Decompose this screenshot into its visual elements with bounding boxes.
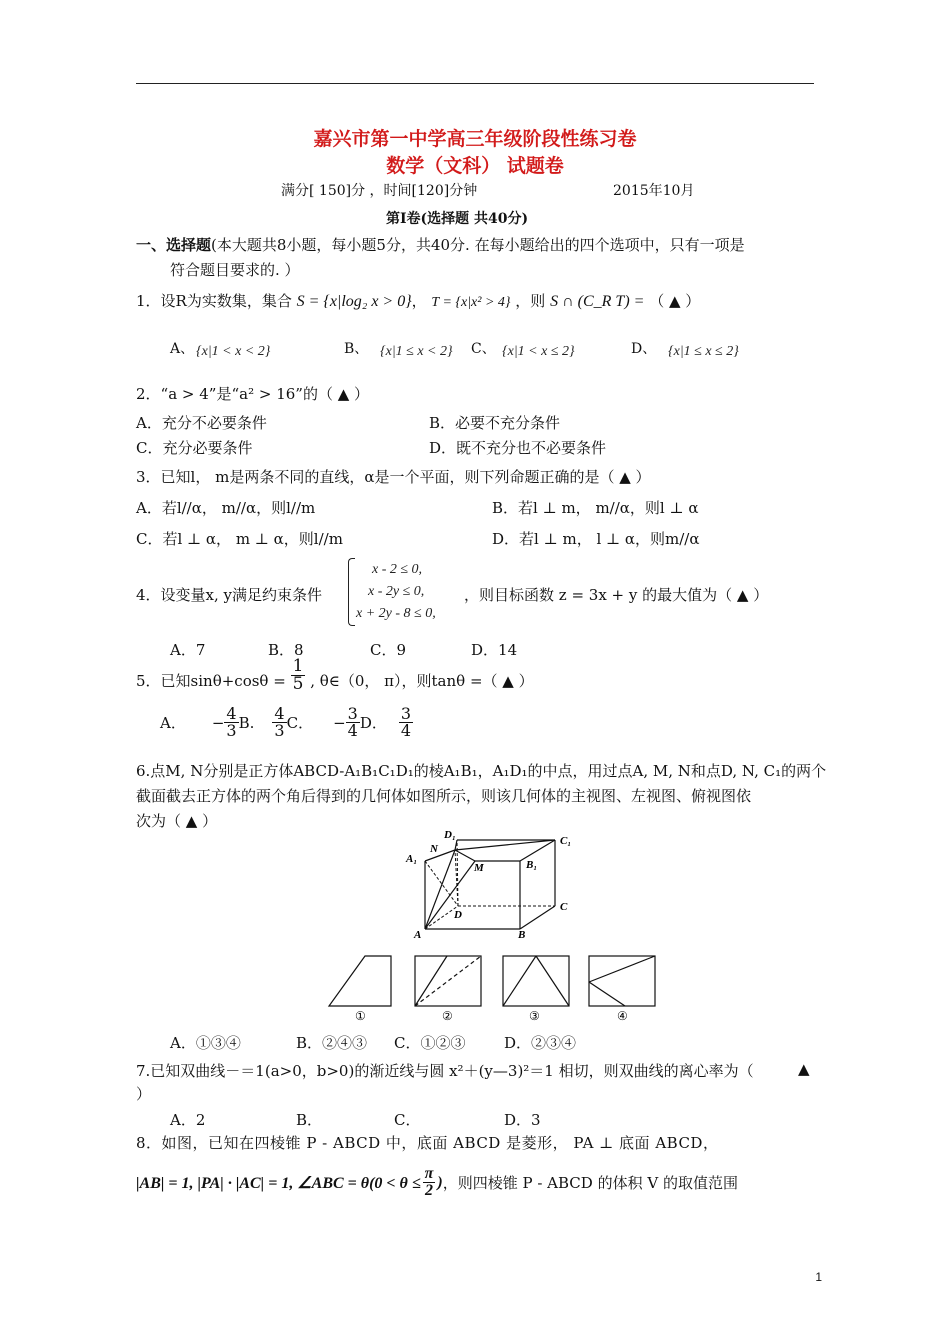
- q1-opt-a: {x|1 < x < 2}: [196, 344, 271, 359]
- exam-subtitle: 数学（文科） 试题卷: [386, 155, 564, 177]
- q1-opt-b: {x|1 ≤ x < 2}: [380, 344, 453, 359]
- q4-opt-c: C．9: [370, 641, 407, 659]
- q7-opt-b: B．: [296, 1111, 323, 1129]
- q1-opt-d-label: D、: [631, 341, 657, 357]
- q5-opt-c: [346, 706, 360, 739]
- part-heading: 第Ⅰ卷(选择题 共40分): [386, 211, 529, 227]
- q5-opt-b-num: 4: [274, 704, 285, 723]
- q6-opt-c: C．①②③: [394, 1034, 466, 1052]
- q5-opt-a-den: 3: [226, 721, 237, 740]
- q2-opt-c: C．充分必要条件: [136, 439, 253, 457]
- q6-opt-a: A．①③④: [170, 1034, 241, 1052]
- q1-stem: 1．设R为实数集，集合: [136, 292, 292, 310]
- q1-opt-d: {x|1 ≤ x ≤ 2}: [668, 344, 739, 359]
- question-8-line-2: [136, 1166, 738, 1199]
- q3-opt-c: C．若l ⊥ α， m ⊥ α，则l//m: [136, 530, 343, 548]
- exam-title: 嘉兴市第一中学高三年级阶段性练习卷: [313, 128, 637, 150]
- label-m: M: [474, 862, 484, 874]
- exam-info: 满分[ 150]分 ，时间[120]分钟: [281, 183, 478, 199]
- label-d1: D₁: [444, 829, 456, 841]
- question-8-line-1: 8．如图，已知在四棱锥 P - ABCD 中，底面 ABCD 是菱形， PA ⊥ 底面 ABCD，: [136, 1134, 719, 1152]
- q5-opt-b: [272, 706, 286, 739]
- q1-opt-a-label: A、: [170, 341, 195, 357]
- q8-tail: ，则四棱锥 P - ABCD 的体积 V 的取值范围: [442, 1174, 738, 1192]
- q5-stem-2: , θ∈（0， π），则tanθ =（ ▲ ）: [310, 672, 534, 690]
- q5-opt-b-den: 3: [274, 721, 285, 740]
- q4-constraint-3: x + 2y - 8 ≤ 0,: [356, 606, 436, 621]
- q1-opt-b-label: B、: [344, 341, 369, 357]
- q7-opt-a: A．2: [170, 1111, 206, 1129]
- q5-stem-1: 5．已知sinθ+cosθ =: [136, 672, 286, 690]
- q4-opt-b: B．8: [268, 641, 304, 659]
- view-4-label: ④: [617, 1009, 628, 1023]
- q3-opt-d: D．若l ⊥ m， l ⊥ α，则m//α: [492, 530, 700, 548]
- top-rule: [136, 83, 814, 84]
- q5-num: 1: [292, 655, 304, 676]
- question-4-stem: 4．设变量x, y满足约束条件: [136, 586, 323, 604]
- q2-opt-b: B．必要不充分条件: [429, 414, 561, 432]
- q1-blank: （ ▲ ）: [649, 292, 701, 310]
- q3-opt-a: A．若l//α， m//α，则l//m: [136, 499, 316, 517]
- q1-then: ，则: [515, 292, 546, 310]
- solid-figure: [400, 826, 580, 940]
- label-b: B: [518, 929, 526, 940]
- q6-opt-b: B．②④③: [296, 1034, 368, 1052]
- label-a: A: [414, 929, 422, 940]
- q8-pi-over-2: [423, 1166, 436, 1199]
- q5-den: 5: [292, 673, 304, 694]
- q4-opt-d: D．14: [471, 641, 518, 659]
- q5-fraction: [291, 655, 306, 694]
- q1-opt-c: {x|1 < x ≤ 2}: [502, 344, 575, 359]
- q4-constraint-1: x - 2 ≤ 0,: [372, 562, 423, 577]
- q7-close: ）: [136, 1085, 152, 1103]
- constraint-brace: [348, 558, 355, 626]
- q5-opt-d-den: 4: [400, 721, 412, 740]
- q5-opt-a: [224, 706, 238, 739]
- exam-date: 2015年10月: [613, 183, 695, 199]
- q4-tail: ，则目标函数 z = 3x + y 的最大值为（ ▲ ）: [464, 586, 769, 604]
- question-6-line-1: 6.点M, N分别是正方体ABCD-A₁B₁C₁D₁的棱A₁B₁，A₁D₁的中点，用过点A, M, N和点D, N, C₁的两个: [136, 762, 827, 780]
- q2-opt-d: D．既不充分也不必要条件: [429, 439, 607, 457]
- q5-opt-b-label: B.: [238, 713, 255, 732]
- q5-opt-a-label: A．: [160, 714, 186, 732]
- q5-opt-d-label: D．: [359, 714, 387, 732]
- q3-opt-b: B．若l ⊥ m， m//α，则l ⊥ α: [492, 499, 699, 517]
- q5-opt-c-sign: −: [333, 713, 346, 732]
- question-2: 2．“a > 4”是“a² > 16”的（ ▲ ）: [136, 385, 370, 403]
- label-c: C: [560, 901, 568, 913]
- page-number: 1: [815, 1270, 822, 1284]
- section-desc-2: 符合题目要求的. ）: [170, 261, 300, 279]
- view-1-label: ①: [355, 1009, 366, 1023]
- view-3-label: ③: [529, 1009, 540, 1023]
- label-n: N: [430, 843, 438, 855]
- question-6-line-3: 次为（ ▲ ）: [136, 812, 218, 830]
- q8-condition: |AB| = 1, |PA| · |AC| = 1, ∠ABC = θ(0 < θ ≤: [136, 1174, 421, 1192]
- question-1: 1．设R为实数集，集合 S = {x|log₂ x > 0}， T = {x|x² > 4} ，则 S ∩ (C_R T) = （ ▲ ）: [136, 292, 701, 310]
- q1-set-t: T = {x|x² > 4}: [431, 295, 511, 310]
- label-a1: A₁: [406, 853, 418, 865]
- label-d: D: [454, 909, 462, 921]
- q5-opt-c-label: C．: [286, 714, 314, 732]
- view-2-label: ②: [442, 1009, 453, 1023]
- q5-opt-c-num: 3: [347, 704, 358, 723]
- q5-opt-a-sign: −: [211, 713, 225, 732]
- section-desc: (本大题共8小题，每小题5分，共40分. 在每小题给出的四个选项中，只有一项是: [211, 236, 745, 254]
- three-views-figure: [325, 952, 665, 1024]
- q8-two: 2: [425, 1182, 433, 1199]
- q1-opt-c-label: C、: [471, 341, 496, 357]
- q7-opt-c: C．: [394, 1111, 421, 1129]
- question-3: 3．已知l， m是两条不同的直线，α是一个平面，则下列命题正确的是（ ▲ ）: [136, 468, 651, 486]
- section-intro: [136, 234, 745, 255]
- q5-opt-d-num: 3: [400, 704, 412, 723]
- q7-triangle: ▲: [798, 1060, 810, 1078]
- label-b1: B₁: [526, 859, 538, 871]
- q7-opt-d: D．3: [504, 1111, 541, 1129]
- q5-opt-d: [399, 706, 413, 739]
- q8-pi: π: [424, 1165, 434, 1182]
- q8-close-paren: ): [437, 1173, 443, 1191]
- q1-set-s: S = {x|log₂ x > 0}: [296, 293, 412, 310]
- question-7: 7.已知双曲线－＝1(a>0，b>0)的渐近线与圆 x²＋(y—3)²＝1 相切，则双曲线的离心率为（: [136, 1062, 754, 1080]
- question-5: [136, 655, 534, 694]
- question-6-line-2: 截面截去正方体的两个角后得到的几何体如图所示，则该几何体的主视图、左视图、俯视图依: [136, 787, 752, 805]
- q4-constraint-2: x - 2y ≤ 0,: [368, 584, 425, 599]
- q5-opt-a-num: 4: [226, 704, 237, 723]
- q2-opt-a: A．充分不必要条件: [136, 414, 267, 432]
- q5-opt-c-den: 4: [347, 721, 358, 740]
- label-c1: C₁: [560, 835, 572, 847]
- q1-expr: S ∩ (C_R T) =: [550, 293, 645, 310]
- q6-opt-d: D．②③④: [504, 1034, 577, 1052]
- q4-opt-a: A．7: [170, 641, 206, 659]
- section-label: 一、选择题: [136, 236, 212, 254]
- q5-options: [160, 706, 413, 739]
